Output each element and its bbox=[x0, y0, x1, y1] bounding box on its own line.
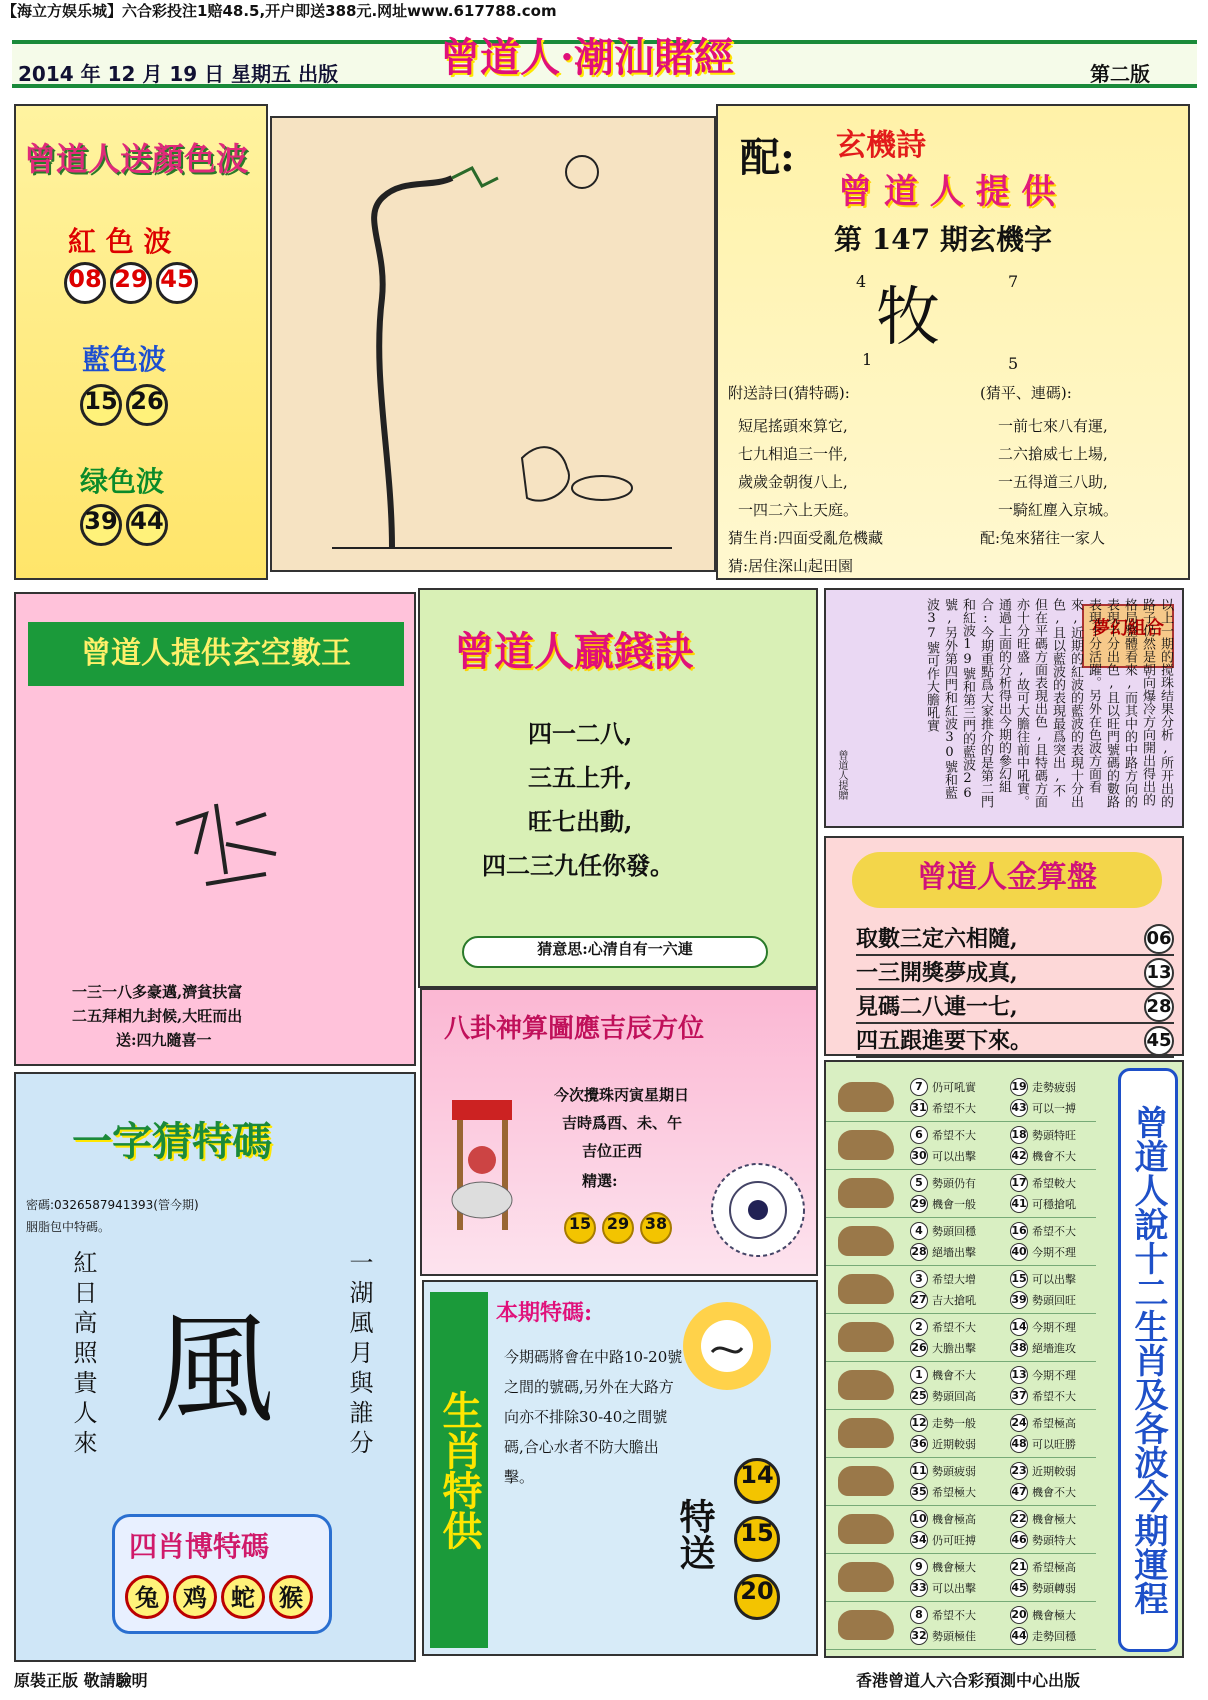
abacus-num: 06 bbox=[1144, 924, 1174, 954]
zodiac-fortune-text: 走勢回穩 bbox=[1032, 1630, 1076, 1643]
zodiac-fortune-text: 勢頭疲弱 bbox=[932, 1465, 976, 1478]
secret-code: 密碼:0326587941393(管今期) bbox=[26, 1198, 199, 1212]
zodiac-num: 23 bbox=[1010, 1462, 1028, 1480]
zodiac-fortune-text: 希望極高 bbox=[1032, 1561, 1076, 1574]
zodiac-num: 33 bbox=[910, 1579, 928, 1597]
footer-right: 香港曾道人六合彩預測中心出版 bbox=[856, 1671, 1081, 1690]
xuankong-lines bbox=[72, 980, 242, 1052]
zodiac-animal-icon bbox=[838, 1226, 894, 1256]
zodiac-num: 8 bbox=[910, 1606, 928, 1624]
bagua-num: 38 bbox=[640, 1212, 672, 1244]
abacus-row bbox=[856, 990, 1174, 1024]
blue-wave-label: 藍色波 bbox=[82, 343, 167, 376]
zodiac-fortune-text: 走勢一般 bbox=[932, 1417, 976, 1430]
zodiac-chip: 蛇 bbox=[221, 1575, 265, 1619]
provider-line: 曾 道 人 提 供 bbox=[838, 172, 1056, 212]
xuankong-line: 一三一八多豪邁,濟貧扶富 bbox=[72, 983, 243, 1001]
ad-banner: 【海立方娱乐城】六合彩投注1赔48.5,开户即送388元.网址www.617788.com bbox=[0, 0, 1208, 22]
zodiac-fortune-text: 勢頭回高 bbox=[932, 1390, 976, 1403]
zodiac-fortune-text: 勢頭特大 bbox=[1032, 1534, 1076, 1547]
zodiac-special-label: 生肖特供 bbox=[430, 1292, 488, 1648]
blue-num: 15 bbox=[80, 384, 122, 426]
zodiac-num: 17 bbox=[1010, 1174, 1028, 1192]
zodiac-fortune-text: 機會不大 bbox=[932, 1369, 976, 1382]
green-wave-numbers bbox=[80, 504, 172, 546]
zodiac-num: 42 bbox=[1010, 1147, 1028, 1165]
zodiac-num: 22 bbox=[1010, 1510, 1028, 1528]
zodiac-chip: 猴 bbox=[269, 1575, 313, 1619]
zodiac-num: 3 bbox=[910, 1270, 928, 1288]
zodiac-fortune-text: 希望不大 bbox=[932, 1129, 976, 1142]
zodiac-fortune-text: 可穩搶吼 bbox=[1032, 1198, 1076, 1211]
zodiac-row bbox=[826, 1554, 1096, 1602]
xuanji-num: 4 bbox=[856, 272, 867, 291]
zodiac-num: 18 bbox=[1010, 1126, 1028, 1144]
zodiac-row bbox=[826, 1458, 1096, 1506]
zodiac-fortune-text: 機會極大 bbox=[932, 1561, 976, 1574]
red-num: 45 bbox=[156, 262, 198, 304]
xuanji-poem-panel bbox=[716, 104, 1190, 580]
bagua-title: 八卦神算圖應吉辰方位 bbox=[444, 1014, 705, 1044]
bagua-line3: 吉位正西 bbox=[582, 1142, 643, 1160]
zodiac-animal-icon bbox=[838, 1610, 894, 1640]
verse-line: 四二三九任你發。 bbox=[482, 851, 674, 880]
zodiac-fortune-text: 希望極高 bbox=[1032, 1417, 1076, 1430]
zodiac-fortune-panel bbox=[824, 1060, 1184, 1658]
zodiac-fortune-text: 希望大增 bbox=[932, 1273, 976, 1286]
zodiac-row bbox=[826, 1122, 1096, 1170]
zodiac-fortune-text: 今期不理 bbox=[1032, 1246, 1076, 1259]
right-verse: 一湖風月與誰分 bbox=[345, 1250, 373, 1460]
green-wave-label: 绿色波 bbox=[80, 465, 165, 498]
zodiac-fortune-text: 機會極高 bbox=[932, 1513, 976, 1526]
zodiac-row bbox=[826, 1410, 1096, 1458]
zodiac-num: 9 bbox=[910, 1558, 928, 1576]
zodiac-num: 36 bbox=[910, 1435, 928, 1453]
zodiac-row bbox=[826, 1074, 1096, 1122]
zodiac-animal-icon bbox=[838, 1370, 894, 1400]
xuanji-num: 5 bbox=[1008, 354, 1019, 373]
footer-left: 原裝正版 敬請驗明 bbox=[14, 1671, 148, 1690]
zodiac-num: 27 bbox=[910, 1291, 928, 1309]
abacus-text: 四五跟進要下來。 bbox=[856, 1028, 1033, 1054]
zodiac-row bbox=[826, 1314, 1096, 1362]
bagua-wheel-icon bbox=[708, 1160, 808, 1260]
xuanji-num: 1 bbox=[862, 350, 873, 369]
zodiac-fortune-text: 希望極大 bbox=[932, 1486, 976, 1499]
poem-left bbox=[738, 412, 858, 524]
zodiac-side-title: 曾道人說十二生肖及各波今期運程 bbox=[1118, 1068, 1178, 1652]
abacus-text: 見碼二八連一七, bbox=[856, 994, 1018, 1020]
zodiac-fortune-text: 可以出擊 bbox=[932, 1150, 976, 1163]
abacus-num: 28 bbox=[1144, 992, 1174, 1022]
red-wave-label: 紅 色 波 bbox=[68, 225, 172, 258]
zodiac-num: 44 bbox=[1010, 1627, 1028, 1645]
zodiac-num: 47 bbox=[1010, 1483, 1028, 1501]
red-wave-numbers bbox=[64, 262, 202, 304]
poem-line: 歲歲金朝復八上, bbox=[738, 473, 848, 491]
red-num: 29 bbox=[110, 262, 152, 304]
zodiac-row bbox=[826, 1170, 1096, 1218]
zodiac-fortune-text: 勢頭回旺 bbox=[1032, 1294, 1076, 1307]
dream-combo-text: 以上一期的搅珠结果分析,所开出的路子仍然是朝向爆冷方向開出得出的格局整體看來,而其中的中路方向的表現十分出色,且以旺門號碼的數路表現十分活躍。另外在色波方面看來,近期的紅波的藍波的表現十分出色,且以藍波的表現最爲突出,不但在平碼方面表現出色,且特碼方面亦十分旺盛,故可大膽往前中吼實。通過上面的分析得出今期的參幻組合:今期重點爲大家推介的是第二門和紅波19號和第三門的藍波26號,另外第四門和紅波30號和藍波37號可作大膽吼實 bbox=[924, 598, 1173, 808]
zodiac-fortune-text: 勢頭極佳 bbox=[932, 1630, 976, 1643]
zodiac-fortune-text: 絕墻進攻 bbox=[1032, 1342, 1076, 1355]
zodiac-chip: 鸡 bbox=[173, 1575, 217, 1619]
abacus-row bbox=[856, 1024, 1174, 1058]
zodiac-num: 35 bbox=[910, 1483, 928, 1501]
zodiac-fortune-text: 勢頭特旺 bbox=[1032, 1129, 1076, 1142]
zodiac-num: 16 bbox=[1010, 1222, 1028, 1240]
zodiac-fortune-text: 希望較大 bbox=[1032, 1177, 1076, 1190]
zodiac-num: 6 bbox=[910, 1126, 928, 1144]
poem-line: 一四二六上天庭。 bbox=[738, 501, 859, 519]
zodiac-row bbox=[826, 1602, 1096, 1650]
zodiac-fortune-text: 可以出擊 bbox=[932, 1582, 976, 1595]
zodiac-animal-icon bbox=[838, 1274, 894, 1304]
zodiac-row bbox=[826, 1362, 1096, 1410]
zodiac-chip: 兔 bbox=[125, 1575, 169, 1619]
secret-sub: 胭脂包中特碼。 bbox=[26, 1220, 111, 1234]
sketch-illustration bbox=[270, 116, 716, 572]
zodiac-fortune-text: 大膽出擊 bbox=[932, 1342, 976, 1355]
poem-line: 一騎紅塵入京城。 bbox=[998, 501, 1119, 519]
bagua-num: 15 bbox=[564, 1212, 596, 1244]
edition-label: 第二版 bbox=[1090, 62, 1150, 86]
issue-line: 第 147 期玄機字 bbox=[834, 223, 1052, 256]
zodiac-num: 30 bbox=[910, 1147, 928, 1165]
zodiac-num: 26 bbox=[910, 1339, 928, 1357]
zodiac-num: 10 bbox=[910, 1510, 928, 1528]
page-title: 曾道人·潮汕賭經 bbox=[440, 34, 734, 81]
one-char: 風 bbox=[154, 1301, 274, 1440]
publish-date: 2014 年 12 月 19 日 星期五 出版 bbox=[18, 62, 339, 86]
zodiac-num: 43 bbox=[1010, 1099, 1028, 1117]
tree-sketch-image bbox=[272, 118, 714, 570]
special-send: 特送 bbox=[674, 1498, 716, 1570]
zodiac-fortune-text: 希望不大 bbox=[932, 1102, 976, 1115]
win-money-title: 曾道人贏錢訣 bbox=[454, 628, 694, 675]
win-money-panel bbox=[418, 588, 818, 988]
guess-zodiac: 猜生肖:四面受亂危機藏 bbox=[728, 529, 884, 547]
poem-line: 一五得道三八助, bbox=[998, 473, 1108, 491]
zodiac-num: 14 bbox=[1010, 1318, 1028, 1336]
zodiac-num: 28 bbox=[910, 1243, 928, 1261]
zodiac-num: 19 bbox=[1010, 1078, 1028, 1096]
zodiac-animal-icon bbox=[838, 1178, 894, 1208]
zodiac-fortune-text: 希望不大 bbox=[932, 1321, 976, 1334]
abacus-rows bbox=[856, 922, 1174, 1058]
zodiac-fortune-text: 勢頭轉弱 bbox=[1032, 1582, 1076, 1595]
zodiac-num: 1 bbox=[910, 1366, 928, 1384]
xuanji-title: 玄機詩 bbox=[836, 128, 926, 163]
zodiac-fortune-text: 仍可旺搏 bbox=[932, 1534, 976, 1547]
zodiac-row bbox=[826, 1218, 1096, 1266]
bagua-line2: 吉時爲酉、未、午 bbox=[562, 1114, 683, 1132]
zodiac-num: 41 bbox=[1010, 1195, 1028, 1213]
xuanji-num: 7 bbox=[1008, 272, 1019, 291]
zodiac-num: 7 bbox=[910, 1078, 928, 1096]
four-zodiac-box bbox=[112, 1514, 332, 1634]
one-char-panel bbox=[14, 1072, 416, 1662]
zodiac-num: 24 bbox=[1010, 1414, 1028, 1432]
win-money-verse bbox=[482, 712, 674, 888]
zodiac-fortune-text: 吉大搶吼 bbox=[932, 1294, 976, 1307]
zodiac-animal-icon bbox=[838, 1082, 894, 1112]
special-numbers bbox=[734, 1458, 784, 1620]
golden-abacus-panel bbox=[824, 836, 1184, 1056]
zodiac-fortune-text: 今期不理 bbox=[1032, 1321, 1076, 1334]
win-money-hint: 猜意思:心清自有一六連 bbox=[462, 936, 768, 968]
verse-line: 三五上升, bbox=[528, 763, 633, 792]
special-text: 今期碼將會在中路10-20號之間的號碼,另外在大路方向亦不排除30-40之間號碼,合心水者不防大膽出擊。 bbox=[504, 1348, 683, 1486]
attach-right-label: (猜平、連碼): bbox=[980, 384, 1072, 402]
zodiac-num: 5 bbox=[910, 1174, 928, 1192]
special-title: 本期特碼: bbox=[496, 1300, 593, 1326]
poem-line: 一前七來八有運, bbox=[998, 417, 1108, 435]
poem-right bbox=[998, 412, 1118, 524]
zodiac-fortune-text: 走勢疲弱 bbox=[1032, 1081, 1076, 1094]
zodiac-special-panel bbox=[422, 1280, 818, 1656]
green-num: 39 bbox=[80, 504, 122, 546]
color-wave-panel bbox=[14, 104, 268, 580]
verse-line: 旺七出動, bbox=[528, 807, 633, 836]
xuankong-line: 二五拜相九封候,大旺而出 bbox=[72, 1007, 243, 1025]
zodiac-num: 29 bbox=[910, 1195, 928, 1213]
guess-line: 猜:居住深山起田園 bbox=[728, 557, 854, 575]
zodiac-animal-icon bbox=[838, 1322, 894, 1352]
abacus-text: 取數三定六相隨, bbox=[856, 926, 1018, 952]
red-num: 08 bbox=[64, 262, 106, 304]
color-wave-title: 曾道人送顏色波 bbox=[24, 140, 249, 178]
zodiac-fortune-text: 希望不大 bbox=[1032, 1225, 1076, 1238]
zodiac-animal-icon bbox=[838, 1514, 894, 1544]
bagua-line1: 今次攪珠丙寅星期日 bbox=[554, 1086, 690, 1104]
zodiac-fortune-text: 可以旺勝 bbox=[1032, 1438, 1076, 1451]
xuankong-line: 送:四九隨喜一 bbox=[116, 1031, 212, 1049]
zodiac-num: 20 bbox=[1010, 1606, 1028, 1624]
zodiac-fortune-text: 近期較弱 bbox=[932, 1438, 976, 1451]
special-num: 20 bbox=[734, 1574, 780, 1620]
xuanji-character: 牧 bbox=[876, 281, 940, 355]
blue-num: 26 bbox=[126, 384, 168, 426]
bagua-select: 精選: bbox=[582, 1172, 618, 1190]
dream-combo-panel bbox=[824, 588, 1184, 828]
dream-combo-title: 夢幻組合 bbox=[1082, 604, 1174, 668]
zodiac-num: 48 bbox=[1010, 1435, 1028, 1453]
zodiac-fortune-text: 仍可吼實 bbox=[932, 1081, 976, 1094]
dream-sign: 曾道人提贈 bbox=[836, 750, 847, 800]
snake-flower-image bbox=[672, 1296, 782, 1396]
zodiac-num: 21 bbox=[1010, 1558, 1028, 1576]
verse-line: 四一二八, bbox=[528, 719, 633, 748]
zodiac-table bbox=[826, 1074, 1096, 1654]
attach-left-label: 附送詩曰(猜特碼): bbox=[728, 384, 850, 402]
xuankong-title: 曾道人提供玄空數王 bbox=[28, 622, 404, 686]
zodiac-num: 38 bbox=[1010, 1339, 1028, 1357]
pei-line: 配:兔來猪往一家人 bbox=[980, 529, 1106, 547]
zodiac-fortune-text: 近期較弱 bbox=[1032, 1465, 1076, 1478]
golden-abacus-title: 曾道人金算盤 bbox=[852, 852, 1162, 908]
zodiac-num: 45 bbox=[1010, 1579, 1028, 1597]
zodiac-num: 12 bbox=[910, 1414, 928, 1432]
zodiac-num: 13 bbox=[1010, 1366, 1028, 1384]
abacus-row bbox=[856, 956, 1174, 990]
zodiac-animal-icon bbox=[838, 1130, 894, 1160]
zodiac-fortune-text: 機會不大 bbox=[1032, 1486, 1076, 1499]
special-num: 15 bbox=[734, 1516, 780, 1562]
zodiac-row bbox=[826, 1506, 1096, 1554]
zodiac-fortune-text: 絕墻出擊 bbox=[932, 1246, 976, 1259]
zodiac-num: 46 bbox=[1010, 1531, 1028, 1549]
zodiac-num: 2 bbox=[910, 1318, 928, 1336]
zodiac-num: 34 bbox=[910, 1531, 928, 1549]
zodiac-fortune-text: 可以出擊 bbox=[1032, 1273, 1076, 1286]
pei-label: 配: bbox=[740, 134, 795, 181]
zodiac-fortune-text: 勢頭仍有 bbox=[932, 1177, 976, 1190]
zodiac-fortune-text: 機會極大 bbox=[1032, 1609, 1076, 1622]
zodiac-row bbox=[826, 1266, 1096, 1314]
four-zodiac-list bbox=[125, 1575, 317, 1619]
zodiac-num: 37 bbox=[1010, 1387, 1028, 1405]
special-num: 14 bbox=[734, 1458, 780, 1504]
zodiac-fortune-text: 可以一搏 bbox=[1032, 1102, 1076, 1115]
zodiac-fortune-text: 希望不大 bbox=[1032, 1390, 1076, 1403]
left-verse: 紅日高照貴人來 bbox=[69, 1250, 97, 1460]
zodiac-fortune-text: 今期不理 bbox=[1032, 1369, 1076, 1382]
warrior-image bbox=[432, 1090, 532, 1240]
zodiac-num: 32 bbox=[910, 1627, 928, 1645]
bagua-panel bbox=[420, 988, 818, 1276]
calligraphy-image bbox=[166, 794, 286, 904]
xuankong-panel bbox=[14, 592, 416, 1066]
zodiac-animal-icon bbox=[838, 1466, 894, 1496]
poem-line: 短尾搖頭來算它, bbox=[738, 417, 848, 435]
zodiac-num: 4 bbox=[910, 1222, 928, 1240]
blue-wave-numbers bbox=[80, 384, 172, 426]
bagua-numbers bbox=[564, 1212, 678, 1244]
zodiac-fortune-text: 機會不大 bbox=[1032, 1150, 1076, 1163]
poem-line: 二六搶威七上場, bbox=[998, 445, 1108, 463]
zodiac-num: 31 bbox=[910, 1099, 928, 1117]
abacus-num: 45 bbox=[1144, 1026, 1174, 1056]
zodiac-num: 11 bbox=[910, 1462, 928, 1480]
zodiac-fortune-text: 機會極大 bbox=[1032, 1513, 1076, 1526]
green-num: 44 bbox=[126, 504, 168, 546]
poem-line: 七九相追三一伴, bbox=[738, 445, 848, 463]
zodiac-fortune-text: 勢頭回穩 bbox=[932, 1225, 976, 1238]
zodiac-fortune-text: 希望不大 bbox=[932, 1609, 976, 1622]
abacus-text: 一三開獎夢成真, bbox=[856, 960, 1018, 986]
one-char-title: 一字猜特碼 bbox=[72, 1118, 272, 1165]
four-zodiac-title: 四肖博特碼 bbox=[129, 1530, 270, 1563]
zodiac-animal-icon bbox=[838, 1562, 894, 1592]
zodiac-animal-icon bbox=[838, 1418, 894, 1448]
abacus-num: 13 bbox=[1144, 958, 1174, 988]
zodiac-num: 40 bbox=[1010, 1243, 1028, 1261]
zodiac-fortune-text: 機會一般 bbox=[932, 1198, 976, 1211]
zodiac-num: 39 bbox=[1010, 1291, 1028, 1309]
zodiac-num: 25 bbox=[910, 1387, 928, 1405]
abacus-row bbox=[856, 922, 1174, 956]
bagua-num: 29 bbox=[602, 1212, 634, 1244]
zodiac-num: 15 bbox=[1010, 1270, 1028, 1288]
